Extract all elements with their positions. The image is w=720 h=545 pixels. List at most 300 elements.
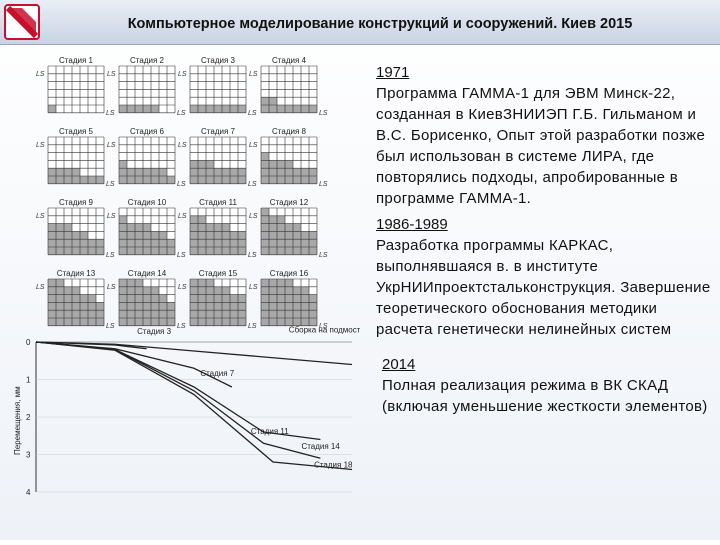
- stage-cell: [96, 176, 104, 184]
- graph-series-label: Стадия 14: [301, 441, 340, 451]
- stage-cell: [198, 176, 206, 184]
- stage-cell: [127, 176, 135, 184]
- graph-series-label: Стадия 7: [200, 368, 235, 378]
- support-label: LS: [248, 109, 257, 117]
- stage-label: Стадия 6: [130, 127, 164, 136]
- stage-cell: [301, 310, 309, 318]
- stage-cell: [230, 105, 238, 113]
- stage-cell: [64, 239, 72, 247]
- stage-cell: [214, 168, 222, 176]
- stage-cell: [206, 310, 214, 318]
- stage-cell: [190, 295, 198, 303]
- stage-cell: [261, 160, 269, 168]
- support-label: LS: [178, 213, 187, 220]
- stage-cell: [119, 247, 127, 255]
- text-column: [376, 62, 712, 422]
- stage-cell: [206, 318, 214, 326]
- stage-cell: [277, 239, 285, 247]
- stage-cell: [214, 231, 222, 239]
- section-year-1986: 1986-1989: [376, 216, 448, 233]
- stage-label: Стадия 16: [269, 269, 309, 278]
- stage-cell: [277, 160, 285, 168]
- stage-label: Стадия 15: [198, 269, 238, 278]
- stage-cell: [277, 231, 285, 239]
- stage-cell: [285, 176, 293, 184]
- stage-cell: [159, 318, 167, 326]
- stage-cell: [269, 176, 277, 184]
- stage-cell: [198, 239, 206, 247]
- stage-cell: [151, 231, 159, 239]
- stage-cell: [135, 247, 143, 255]
- stage-cell: [56, 310, 64, 318]
- stage-cell: [48, 295, 56, 303]
- support-label: LS: [248, 322, 257, 330]
- stage-cell: [293, 310, 301, 318]
- stage-cell: [135, 310, 143, 318]
- stage-cell: [64, 224, 72, 232]
- stage-cell: [206, 160, 214, 168]
- graph-tick-label: 1: [26, 375, 31, 385]
- stage-cell: [261, 153, 269, 161]
- stage-label: Стадия 5: [59, 127, 93, 136]
- stage-cell: [222, 247, 230, 255]
- support-label: LS: [177, 251, 186, 259]
- stage-cell: [48, 231, 56, 239]
- stage-cell: [48, 224, 56, 232]
- stage-cell: [269, 97, 277, 105]
- stage-cell: [261, 287, 269, 295]
- stage-cell: [214, 310, 222, 318]
- stage-label: Стадия 1: [59, 56, 93, 65]
- stage-cell: [64, 168, 72, 176]
- stage-cell: [88, 302, 96, 310]
- stage-cell: [238, 105, 246, 113]
- stage-cell: [214, 287, 222, 295]
- graph-tick-label: 3: [26, 450, 31, 460]
- stage-cell: [119, 318, 127, 326]
- stage-cell: [285, 287, 293, 295]
- stage-cell: [238, 310, 246, 318]
- stage-cell: [301, 239, 309, 247]
- stage-cell: [135, 302, 143, 310]
- stage-cell: [96, 302, 104, 310]
- stage-cell: [277, 168, 285, 176]
- support-label: LS: [107, 213, 116, 220]
- stage-cell: [269, 302, 277, 310]
- stage-cell: [222, 239, 230, 247]
- stage-cell: [222, 168, 230, 176]
- stage-cell: [301, 231, 309, 239]
- stage-cell: [96, 310, 104, 318]
- stage-cell: [269, 224, 277, 232]
- stage-cell: [143, 318, 151, 326]
- stage-cell: [127, 231, 135, 239]
- stage-cell: [301, 168, 309, 176]
- stage-cell: [151, 105, 159, 113]
- stage-label: Стадия 7: [201, 127, 235, 136]
- figure-panel: [10, 50, 360, 540]
- support-label: LS: [36, 71, 45, 78]
- stage-cell: [167, 247, 175, 255]
- stage-cell: [190, 105, 198, 113]
- stage-cell: [277, 318, 285, 326]
- stage-cell: [293, 105, 301, 113]
- stage-cell: [206, 224, 214, 232]
- stage-cell: [301, 105, 309, 113]
- stage-cell: [269, 279, 277, 287]
- stage-cell: [167, 302, 175, 310]
- stage-cell: [151, 302, 159, 310]
- stage-cell: [198, 160, 206, 168]
- stage-cell: [269, 160, 277, 168]
- stage-cell: [309, 295, 317, 303]
- stage-cell: [64, 287, 72, 295]
- stage-cell: [190, 239, 198, 247]
- stage-cell: [56, 247, 64, 255]
- stage-cell: [206, 302, 214, 310]
- stage-cell: [127, 318, 135, 326]
- stage-cell: [230, 239, 238, 247]
- stage-cell: [222, 295, 230, 303]
- stage-cell: [72, 231, 80, 239]
- stage-cell: [285, 247, 293, 255]
- stage-cell: [269, 287, 277, 295]
- stage-cell: [143, 310, 151, 318]
- stage-cell: [309, 318, 317, 326]
- stage-cell: [198, 231, 206, 239]
- stage-cell: [261, 105, 269, 113]
- stage-cell: [198, 216, 206, 224]
- stage-cell: [159, 295, 167, 303]
- graph-y-label: Перемещения, мм: [13, 386, 22, 455]
- stage-cell: [88, 176, 96, 184]
- graph-series-label: Стадия 3: [137, 326, 172, 336]
- stage-cell: [64, 310, 72, 318]
- stage-cell: [80, 318, 88, 326]
- stage-cell: [293, 231, 301, 239]
- stage-cell: [135, 231, 143, 239]
- stage-cell: [206, 176, 214, 184]
- stage-cell: [119, 279, 127, 287]
- stage-cell: [309, 231, 317, 239]
- stage-cell: [119, 168, 127, 176]
- stage-cell: [119, 176, 127, 184]
- stage-cell: [72, 318, 80, 326]
- stage-cell: [48, 247, 56, 255]
- stage-cell: [230, 231, 238, 239]
- stage-label: Стадия 10: [127, 198, 167, 207]
- stage-cell: [214, 176, 222, 184]
- stage-cell: [261, 224, 269, 232]
- support-label: LS: [107, 142, 116, 149]
- stage-cell: [285, 105, 293, 113]
- support-label: LS: [249, 142, 258, 149]
- stage-cell: [261, 302, 269, 310]
- stage-cell: [190, 279, 198, 287]
- stage-cell: [261, 310, 269, 318]
- stage-cell: [285, 295, 293, 303]
- stage-cell: [88, 239, 96, 247]
- stage-cell: [167, 310, 175, 318]
- stage-cell: [261, 279, 269, 287]
- stage-cell: [64, 247, 72, 255]
- stage-cell: [293, 247, 301, 255]
- stage-cell: [285, 231, 293, 239]
- stage-cell: [143, 176, 151, 184]
- stage-cell: [88, 295, 96, 303]
- stage-cell: [135, 168, 143, 176]
- stage-cell: [309, 310, 317, 318]
- stage-cell: [230, 176, 238, 184]
- stage-cell: [80, 310, 88, 318]
- stage-cell: [119, 160, 127, 168]
- stage-cell: [151, 318, 159, 326]
- stage-cell: [64, 318, 72, 326]
- stage-cell: [64, 295, 72, 303]
- stage-cell: [159, 176, 167, 184]
- stage-cell: [151, 168, 159, 176]
- stage-cell: [261, 239, 269, 247]
- stage-cell: [309, 247, 317, 255]
- stage-cell: [230, 302, 238, 310]
- stage-cell: [301, 176, 309, 184]
- stage-cell: [72, 168, 80, 176]
- stage-cell: [198, 310, 206, 318]
- stage-cell: [80, 295, 88, 303]
- stage-cell: [80, 176, 88, 184]
- stages-figure: [10, 50, 360, 540]
- stage-cell: [143, 168, 151, 176]
- graph-series-line: [36, 342, 352, 365]
- slide-header: [0, 0, 720, 45]
- stage-cell: [261, 231, 269, 239]
- stage-cell: [277, 105, 285, 113]
- stage-cell: [127, 105, 135, 113]
- stage-cell: [151, 239, 159, 247]
- graph-tick-label: 2: [26, 413, 31, 422]
- stage-cell: [198, 287, 206, 295]
- stage-cell: [285, 160, 293, 168]
- section-text-2014: Полная реализация режима в ВК СКАД (включая уменьшение жесткости элементов): [382, 377, 708, 415]
- stage-cell: [48, 239, 56, 247]
- stage-cell: [301, 295, 309, 303]
- stage-cell: [301, 287, 309, 295]
- stage-cell: [190, 224, 198, 232]
- stage-cell: [301, 318, 309, 326]
- stage-cell: [190, 216, 198, 224]
- stage-cell: [206, 279, 214, 287]
- stage-cell: [214, 302, 222, 310]
- stage-cell: [48, 105, 56, 113]
- stage-cell: [269, 216, 277, 224]
- stage-cell: [238, 168, 246, 176]
- stage-cell: [206, 295, 214, 303]
- stage-cell: [222, 105, 230, 113]
- stage-cell: [198, 302, 206, 310]
- graph-series-label: Стадия 18: [314, 460, 353, 470]
- graph-series-line: [36, 342, 235, 387]
- stage-cell: [238, 176, 246, 184]
- stage-cell: [127, 247, 135, 255]
- stage-cell: [159, 310, 167, 318]
- stage-cell: [135, 224, 143, 232]
- stage-cell: [261, 216, 269, 224]
- stage-cell: [159, 302, 167, 310]
- stage-cell: [269, 247, 277, 255]
- stage-cell: [119, 302, 127, 310]
- stage-cell: [48, 318, 56, 326]
- stage-cell: [127, 310, 135, 318]
- stage-cell: [151, 287, 159, 295]
- stage-cell: [230, 295, 238, 303]
- stage-label: Стадия 8: [272, 127, 306, 136]
- support-label: LS: [107, 71, 116, 78]
- support-label: LS: [249, 284, 258, 291]
- stage-cell: [261, 168, 269, 176]
- stage-cell: [48, 168, 56, 176]
- stage-cell: [127, 239, 135, 247]
- stage-cell: [230, 247, 238, 255]
- stage-cell: [285, 302, 293, 310]
- stage-cell: [301, 302, 309, 310]
- support-label: LS: [36, 142, 45, 149]
- stage-cell: [293, 318, 301, 326]
- logo-icon: [4, 4, 40, 40]
- support-label: LS: [106, 109, 115, 117]
- support-label: LS: [106, 251, 115, 259]
- stage-cell: [72, 176, 80, 184]
- stage-cell: [285, 318, 293, 326]
- stage-cell: [119, 310, 127, 318]
- stage-label: Стадия 12: [269, 198, 309, 207]
- stage-label: Стадия 4: [272, 56, 306, 65]
- stage-cell: [64, 231, 72, 239]
- stage-cell: [127, 295, 135, 303]
- support-label: LS: [178, 71, 187, 78]
- support-label: LS: [177, 322, 186, 330]
- stage-cell: [269, 318, 277, 326]
- support-label: LS: [106, 180, 115, 188]
- stage-cell: [135, 279, 143, 287]
- stage-cell: [143, 231, 151, 239]
- stage-cell: [56, 287, 64, 295]
- stage-cell: [238, 247, 246, 255]
- stage-cell: [143, 239, 151, 247]
- stage-cell: [198, 318, 206, 326]
- stage-cell: [277, 310, 285, 318]
- stage-label: Стадия 3: [201, 56, 235, 65]
- stage-cell: [277, 279, 285, 287]
- graph-series-line: [36, 342, 320, 440]
- stage-cell: [190, 318, 198, 326]
- stage-cell: [269, 105, 277, 113]
- stage-cell: [206, 105, 214, 113]
- stage-cell: [293, 295, 301, 303]
- stage-cell: [222, 310, 230, 318]
- stage-cell: [238, 318, 246, 326]
- stage-cell: [72, 302, 80, 310]
- stage-cell: [222, 224, 230, 232]
- stage-cell: [56, 224, 64, 232]
- stage-cell: [293, 302, 301, 310]
- stage-cell: [277, 176, 285, 184]
- stage-cell: [309, 168, 317, 176]
- stage-cell: [190, 247, 198, 255]
- stage-cell: [167, 176, 175, 184]
- stage-cell: [127, 168, 135, 176]
- stage-cell: [222, 231, 230, 239]
- support-label: LS: [319, 180, 328, 188]
- stage-cell: [190, 176, 198, 184]
- support-label: LS: [319, 251, 328, 259]
- stage-cell: [190, 160, 198, 168]
- stage-cell: [56, 168, 64, 176]
- stage-cell: [88, 247, 96, 255]
- stage-cell: [293, 224, 301, 232]
- stage-cell: [72, 295, 80, 303]
- stage-cell: [277, 295, 285, 303]
- support-label: LS: [107, 284, 116, 291]
- stage-cell: [206, 287, 214, 295]
- stage-cell: [214, 105, 222, 113]
- stage-cell: [56, 302, 64, 310]
- stage-cell: [190, 231, 198, 239]
- support-label: LS: [248, 180, 257, 188]
- stage-cell: [214, 247, 222, 255]
- stage-cell: [48, 176, 56, 184]
- stage-cell: [309, 105, 317, 113]
- stage-cell: [143, 287, 151, 295]
- stage-cell: [64, 176, 72, 184]
- stage-cell: [261, 176, 269, 184]
- support-label: LS: [248, 251, 257, 259]
- stage-cell: [206, 247, 214, 255]
- stage-cell: [238, 231, 246, 239]
- stage-cell: [277, 302, 285, 310]
- stage-cell: [190, 287, 198, 295]
- stage-cell: [214, 224, 222, 232]
- stage-label: Стадия 11: [199, 198, 237, 207]
- stage-cell: [127, 279, 135, 287]
- stage-cell: [88, 318, 96, 326]
- stage-cell: [64, 302, 72, 310]
- slide-title: Компьютерное моделирование конструкций и сооружений. Киев 2015: [127, 16, 633, 32]
- stage-cell: [167, 239, 175, 247]
- stage-cell: [261, 247, 269, 255]
- stage-cell: [238, 302, 246, 310]
- stage-cell: [222, 287, 230, 295]
- stage-cell: [159, 247, 167, 255]
- stage-cell: [190, 302, 198, 310]
- stage-cell: [293, 168, 301, 176]
- stage-cell: [206, 231, 214, 239]
- stage-cell: [56, 231, 64, 239]
- stage-cell: [48, 287, 56, 295]
- stage-cell: [80, 247, 88, 255]
- section-text-1971: Программа ГАММА-1 для ЭВМ Минск-22, созданная в КиевЗНИИЭП Г.Б. Гильманом и В.С. Борисенко, Опыт этой разработки позже был использован в системе ЛИРА, где повторялись подходы, апробированные в программе ГАММА-1.: [376, 85, 706, 207]
- stage-cell: [56, 279, 64, 287]
- stage-cell: [269, 168, 277, 176]
- stage-cell: [159, 239, 167, 247]
- stage-cell: [285, 279, 293, 287]
- stage-cell: [261, 208, 269, 216]
- graph-tick-label: 0: [26, 338, 31, 347]
- stage-cell: [56, 239, 64, 247]
- stage-cell: [151, 176, 159, 184]
- stage-cell: [261, 97, 269, 105]
- support-label: LS: [249, 213, 258, 220]
- stage-cell: [127, 224, 135, 232]
